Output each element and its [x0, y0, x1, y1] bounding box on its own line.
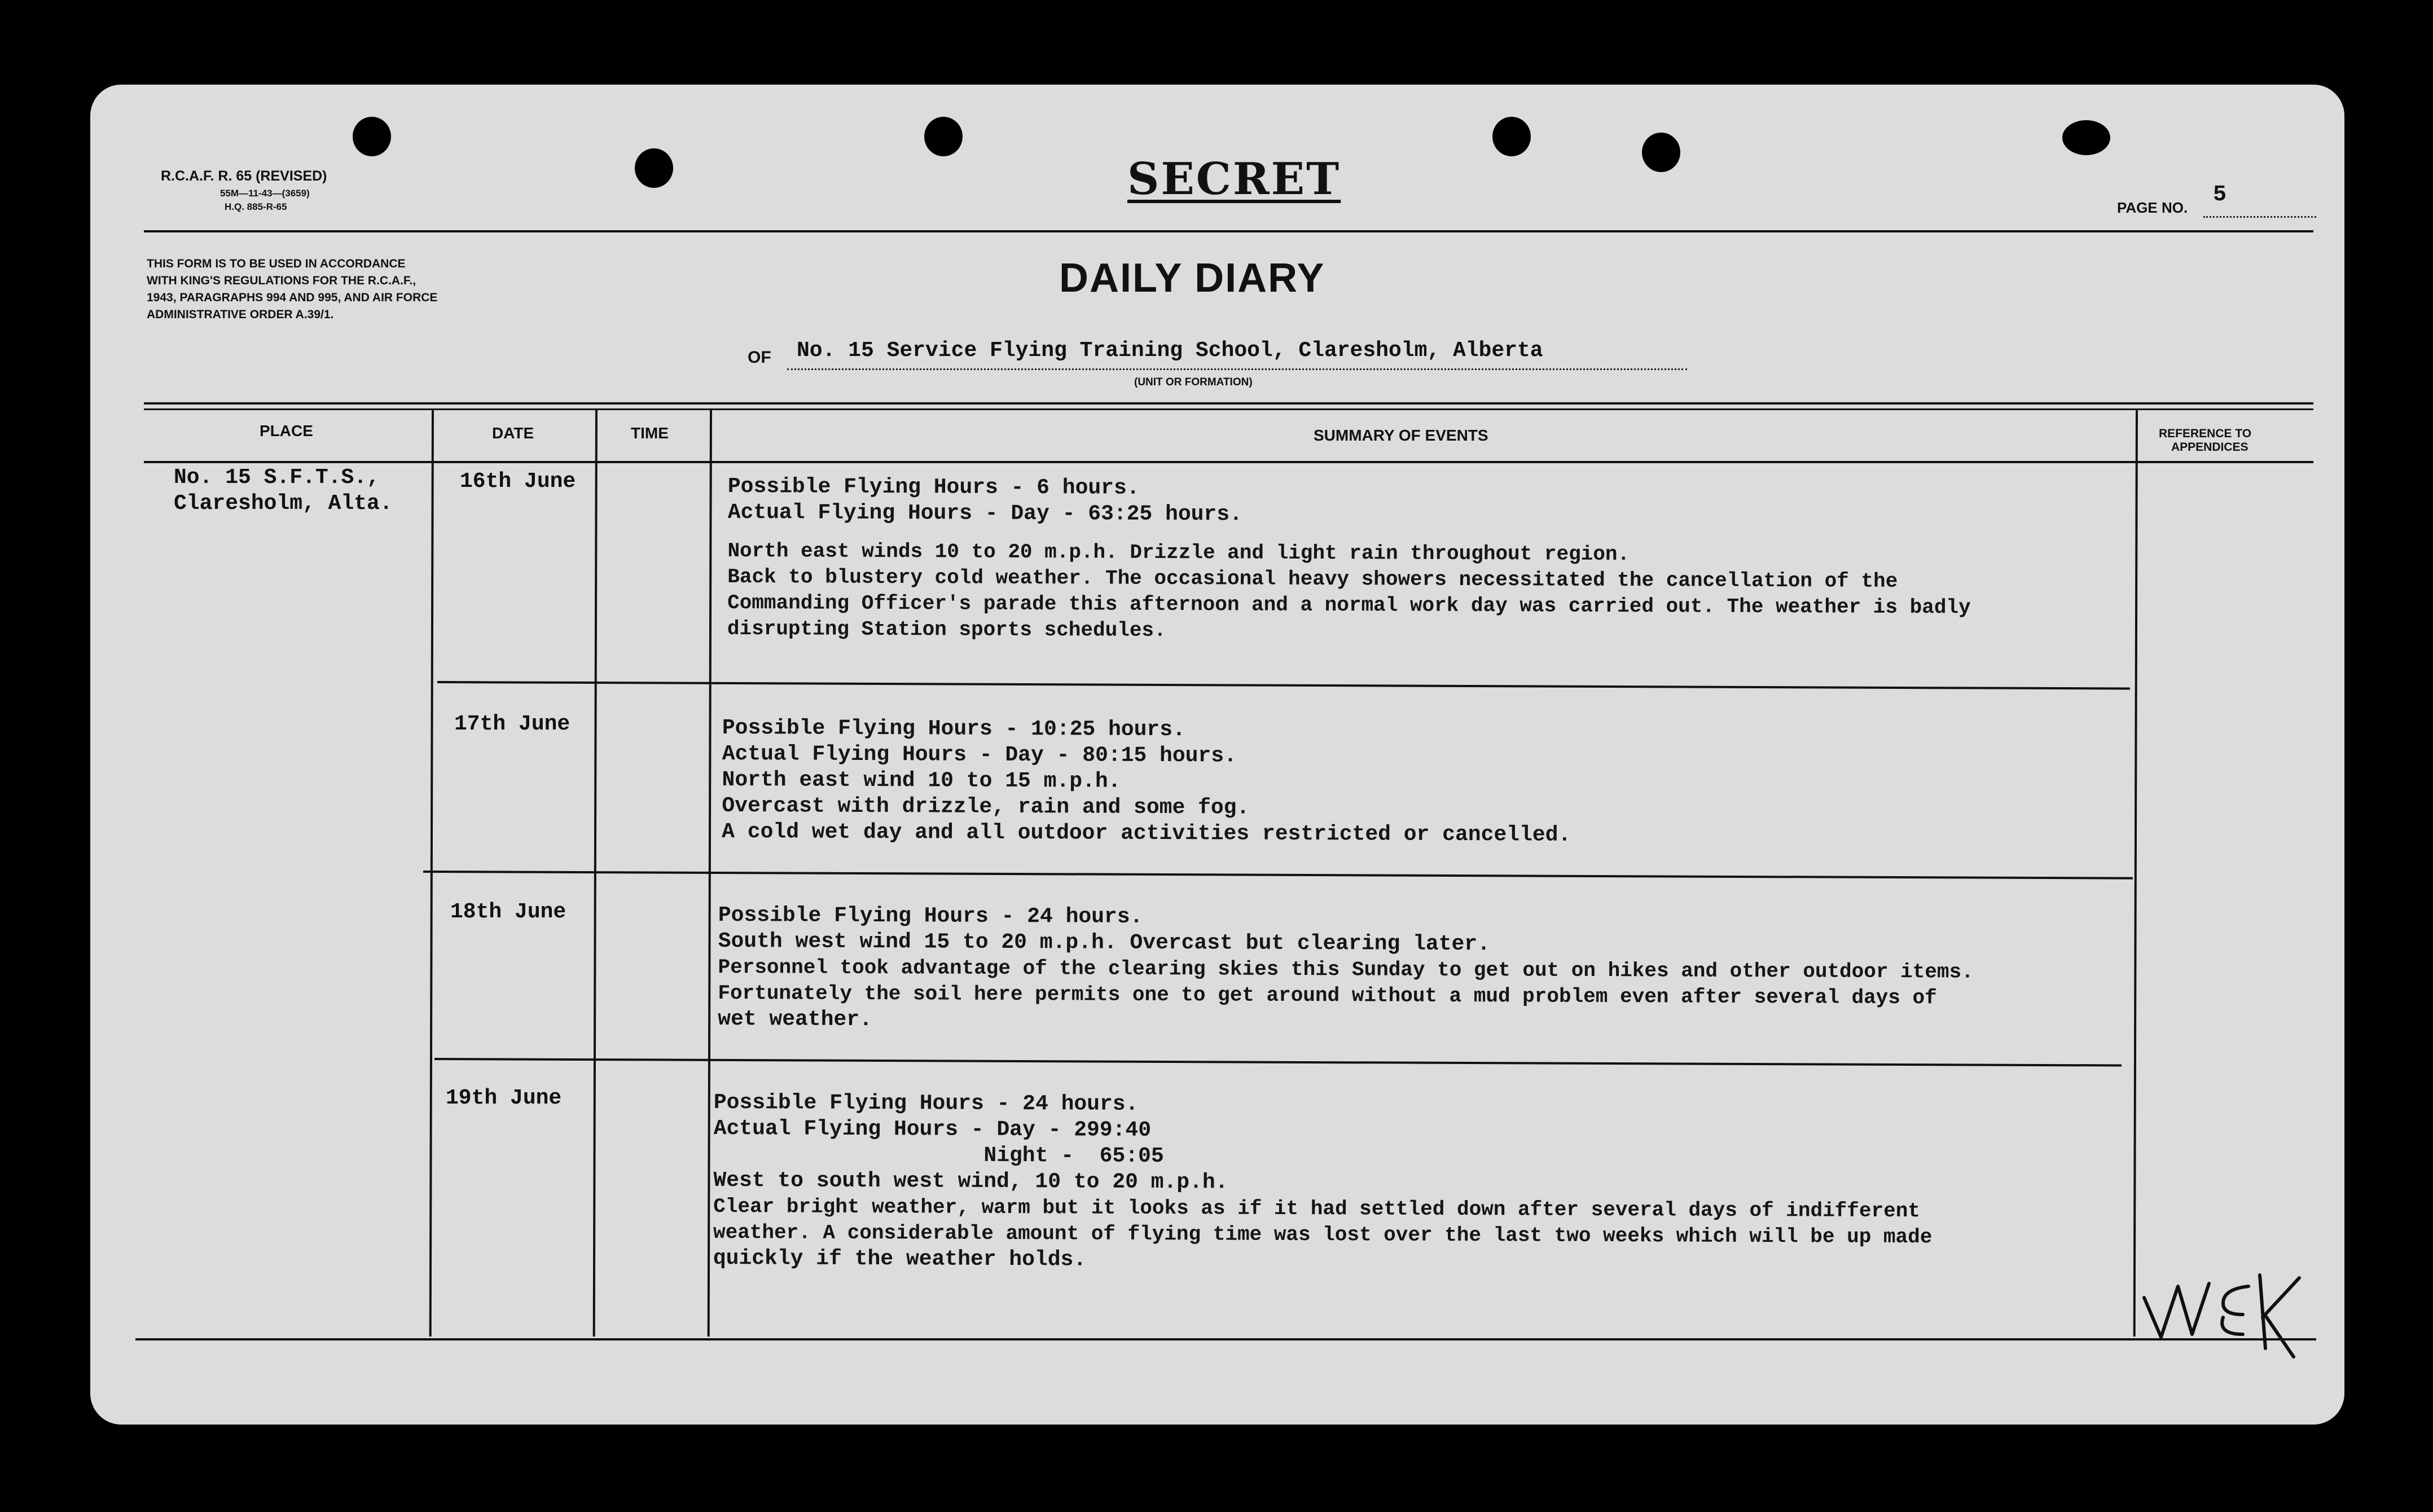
column-header-reference: REFERENCE TO — [2159, 427, 2252, 440]
punch-hole — [1492, 117, 1531, 156]
summary-line: Actual Flying Hours - Day - 63:25 hours. — [727, 500, 1242, 527]
entry-summary — [722, 715, 1571, 849]
unit-caption: (UNIT OR FORMATION) — [1134, 376, 1253, 388]
form-instructions-line: WITH KING'S REGULATIONS FOR THE R.C.A.F., — [147, 274, 416, 287]
place-line: No. 15 S.F.T.S., — [174, 465, 380, 490]
summary-line: wet weather. — [718, 1006, 872, 1032]
entry-summary — [727, 474, 1971, 647]
punch-hole — [2062, 120, 2110, 155]
summary-line: Possible Flying Hours - 24 hours. — [713, 1091, 1139, 1117]
page-number-rule — [2203, 214, 2316, 218]
summary-line: Fortunately the soil here permits one to get around without a mud problem even after several days of — [718, 981, 1937, 1010]
classification-stamp: SECRET — [1127, 153, 1341, 205]
form-code-line1: R.C.A.F. R. 65 (REVISED) — [161, 168, 327, 184]
entry-date: 19th June — [446, 1086, 562, 1110]
summary-line: North east wind 10 to 15 m.p.h. — [722, 767, 1121, 794]
entry-summary — [718, 903, 1974, 1038]
column-header-summary: SUMMARY OF EVENTS — [1314, 427, 1488, 444]
summary-line: Possible Flying Hours - 6 hours. — [727, 474, 1140, 500]
header-rule — [144, 230, 2313, 232]
summary-line: disrupting Station sports schedules. — [727, 617, 1166, 642]
punch-hole — [924, 117, 963, 156]
summary-line: weather. A considerable amount of flying time was lost over the last two weeks which will be up made — [713, 1220, 1933, 1249]
summary-line: A cold wet day and all outdoor activities restricted or cancelled. — [722, 819, 1571, 847]
table-bottom-rule — [135, 1338, 2316, 1340]
summary-line: Overcast with drizzle, rain and some fog. — [722, 793, 1250, 820]
summary-line: Actual Flying Hours - Day - 299:40 — [713, 1116, 1152, 1142]
punch-hole — [1642, 133, 1680, 172]
place-line: Claresholm, Alta. — [174, 491, 393, 516]
summary-line: Night - 65:05 — [713, 1142, 1164, 1169]
column-header-place: PLACE — [260, 422, 313, 439]
summary-line: Back to blustery cold weather. The occasional heavy showers necessitated the cancellation of the — [727, 565, 1898, 593]
page-number-label: PAGE NO. — [2117, 199, 2188, 216]
entry-date: 16th June — [460, 469, 576, 494]
summary-line: Possible Flying Hours - 10:25 hours. — [722, 716, 1185, 742]
form-instructions-line: THIS FORM IS TO BE USED IN ACCORDANCE — [147, 257, 406, 270]
form-instructions-line: 1943, PARAGRAPHS 994 AND 995, AND AIR FORCE — [147, 291, 438, 304]
punch-hole — [635, 148, 673, 188]
summary-line: Clear bright weather, warm but it looks as if it had settled down after several days of indifferent — [713, 1194, 1921, 1223]
unit-name: No. 15 Service Flying Training School, Claresholm, Alberta — [797, 339, 1543, 363]
summary-line: Commanding Officer's parade this afternoon and a normal work day was carried out. The weather is badly — [727, 591, 1971, 619]
entry-summary — [713, 1090, 1933, 1276]
column-header-time: TIME — [631, 424, 669, 442]
page-title: DAILY DIARY — [1059, 256, 1325, 301]
table-top-rule — [144, 408, 2313, 410]
summary-line: West to south west wind, 10 to 20 m.p.h. — [713, 1168, 1228, 1195]
form-code-line2: 55M—11-43—(3659) — [220, 188, 310, 199]
page-number: 5 — [2213, 182, 2227, 208]
summary-line: North east winds 10 to 20 m.p.h. Drizzle and light rain throughout region. — [727, 539, 1630, 566]
column-header-reference: APPENDICES — [2171, 441, 2248, 454]
unit-rule — [787, 367, 1687, 370]
form-instructions-line: ADMINISTRATIVE ORDER A.39/1. — [147, 308, 334, 321]
punch-hole — [353, 117, 391, 156]
column-header-date: DATE — [492, 424, 534, 442]
summary-line: Personnel took advantage of the clearing skies this Sunday to get out on hikes and other outdoor items. — [718, 955, 1974, 984]
summary-line: quickly if the weather holds. — [713, 1246, 1087, 1272]
summary-line: Actual Flying Hours - Day - 80:15 hours. — [722, 741, 1237, 768]
table-top-rule — [144, 402, 2313, 405]
form-code-line3: H.Q. 885-R-65 — [225, 201, 287, 212]
table-header-rule — [144, 461, 2313, 463]
of-label: OF — [748, 348, 771, 367]
summary-line: Possible Flying Hours - 24 hours. — [718, 903, 1143, 929]
handwritten-initials-signature — [2138, 1264, 2308, 1365]
entry-date: 17th June — [454, 712, 570, 736]
summary-line: South west wind 15 to 20 m.p.h. Overcast but clearing later. — [718, 929, 1491, 957]
entry-date: 18th June — [450, 900, 566, 924]
